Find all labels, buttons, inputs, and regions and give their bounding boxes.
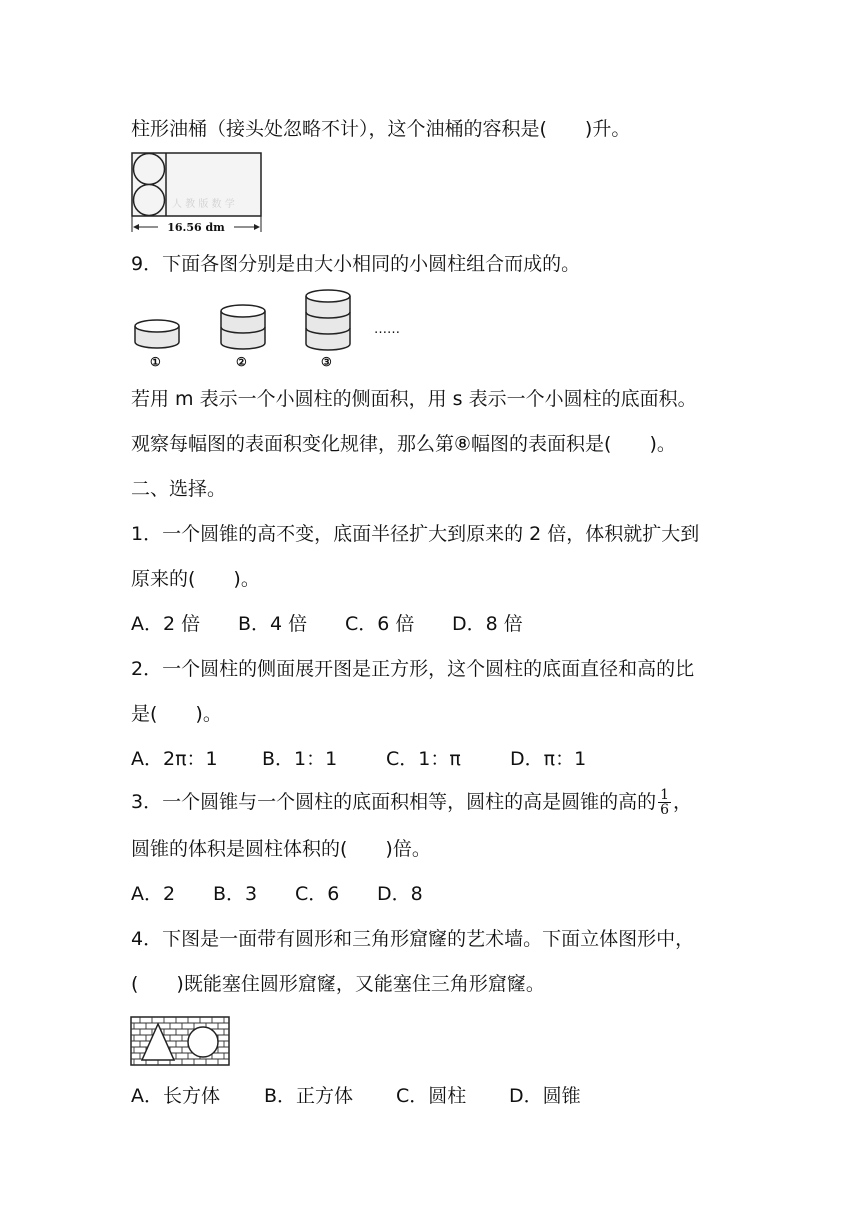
c3-line-1-text: 3．一个圆锥与一个圆柱的底面积相等，圆柱的高是圆锥的高的 [131, 791, 657, 813]
q9-line-1: 若用 m 表示一个小圆柱的侧面积，用 s 表示一个小圆柱的底面积。 [131, 388, 697, 410]
c2-option-d[interactable]: D．π：1 [510, 748, 587, 770]
c3-option-d[interactable]: D．8 [377, 883, 423, 905]
c3-option-b[interactable]: B．3 [213, 883, 258, 905]
c2-line-1: 2．一个圆柱的侧面展开图是正方形，这个圆柱的底面直径和高的比 [131, 658, 695, 680]
q9-stem: 9．下面各图分别是由大小相同的小圆柱组合而成的。 [131, 253, 581, 275]
c4-option-d[interactable]: D．圆锥 [509, 1085, 581, 1107]
cylinder-figure-2 [219, 303, 267, 353]
c4-line-2: ( )既能塞住圆形窟窿，又能塞住三角形窟窿。 [131, 973, 545, 995]
watermark: 人 教 版 数 学 [172, 199, 235, 210]
c3-option-a[interactable]: A．2 [131, 883, 176, 905]
c1-option-b[interactable]: B．4 倍 [238, 613, 308, 635]
c1-option-c[interactable]: C．6 倍 [345, 613, 415, 635]
circle-hole [188, 1027, 218, 1057]
section-heading: 二、选择。 [131, 478, 227, 500]
c2-option-b[interactable]: B．1：1 [262, 748, 338, 770]
c3-line-1-tail: ， [673, 791, 693, 813]
c4-line-1: 4．下图是一面带有圆形和三角形窟窿的艺术墙。下面立体图形中， [131, 928, 695, 950]
c2-option-c[interactable]: C．1：π [386, 748, 461, 770]
c1-line-1: 1．一个圆锥的高不变，底面半径扩大到原来的 2 倍，体积就扩大到 [131, 523, 700, 545]
c1-line-2: 原来的( )。 [131, 568, 260, 590]
c3-line-2: 圆锥的体积是圆柱体积的( )倍。 [131, 838, 431, 860]
figure-label-2: ② [236, 355, 247, 369]
q8-continuation-text: 柱形油桶（接头处忽略不计），这个油桶的容积是( )升。 [131, 118, 631, 140]
c2-line-2: 是( )。 [131, 703, 222, 725]
dimension-label: 16.56 dm [167, 221, 225, 234]
art-wall-figure [130, 1016, 230, 1066]
c4-option-b[interactable]: B．正方体 [264, 1085, 354, 1107]
figure-label-1: ① [150, 355, 161, 369]
c1-option-a[interactable]: A．2 倍 [131, 613, 201, 635]
c2-option-a[interactable]: A．2π：1 [131, 748, 218, 770]
c4-option-a[interactable]: A．长方体 [131, 1085, 220, 1107]
c1-option-d[interactable]: D．8 倍 [452, 613, 523, 635]
cylinder-figure-3 [304, 288, 352, 354]
one-sixth-fraction: $\frac{1}{6}$ [660, 787, 670, 818]
c3-line-1 [131, 788, 692, 817]
oil-drum-figure [130, 152, 264, 234]
c3-option-c[interactable]: C．6 [295, 883, 340, 905]
c4-option-c[interactable]: C．圆柱 [396, 1085, 467, 1107]
figure-label-3: ③ [321, 355, 332, 369]
q9-line-2: 观察每幅图的表面积变化规律，那么第⑧幅图的表面积是( )。 [131, 433, 676, 455]
figure-ellipsis: …… [374, 322, 400, 337]
cylinder-figure-1 [133, 318, 181, 352]
